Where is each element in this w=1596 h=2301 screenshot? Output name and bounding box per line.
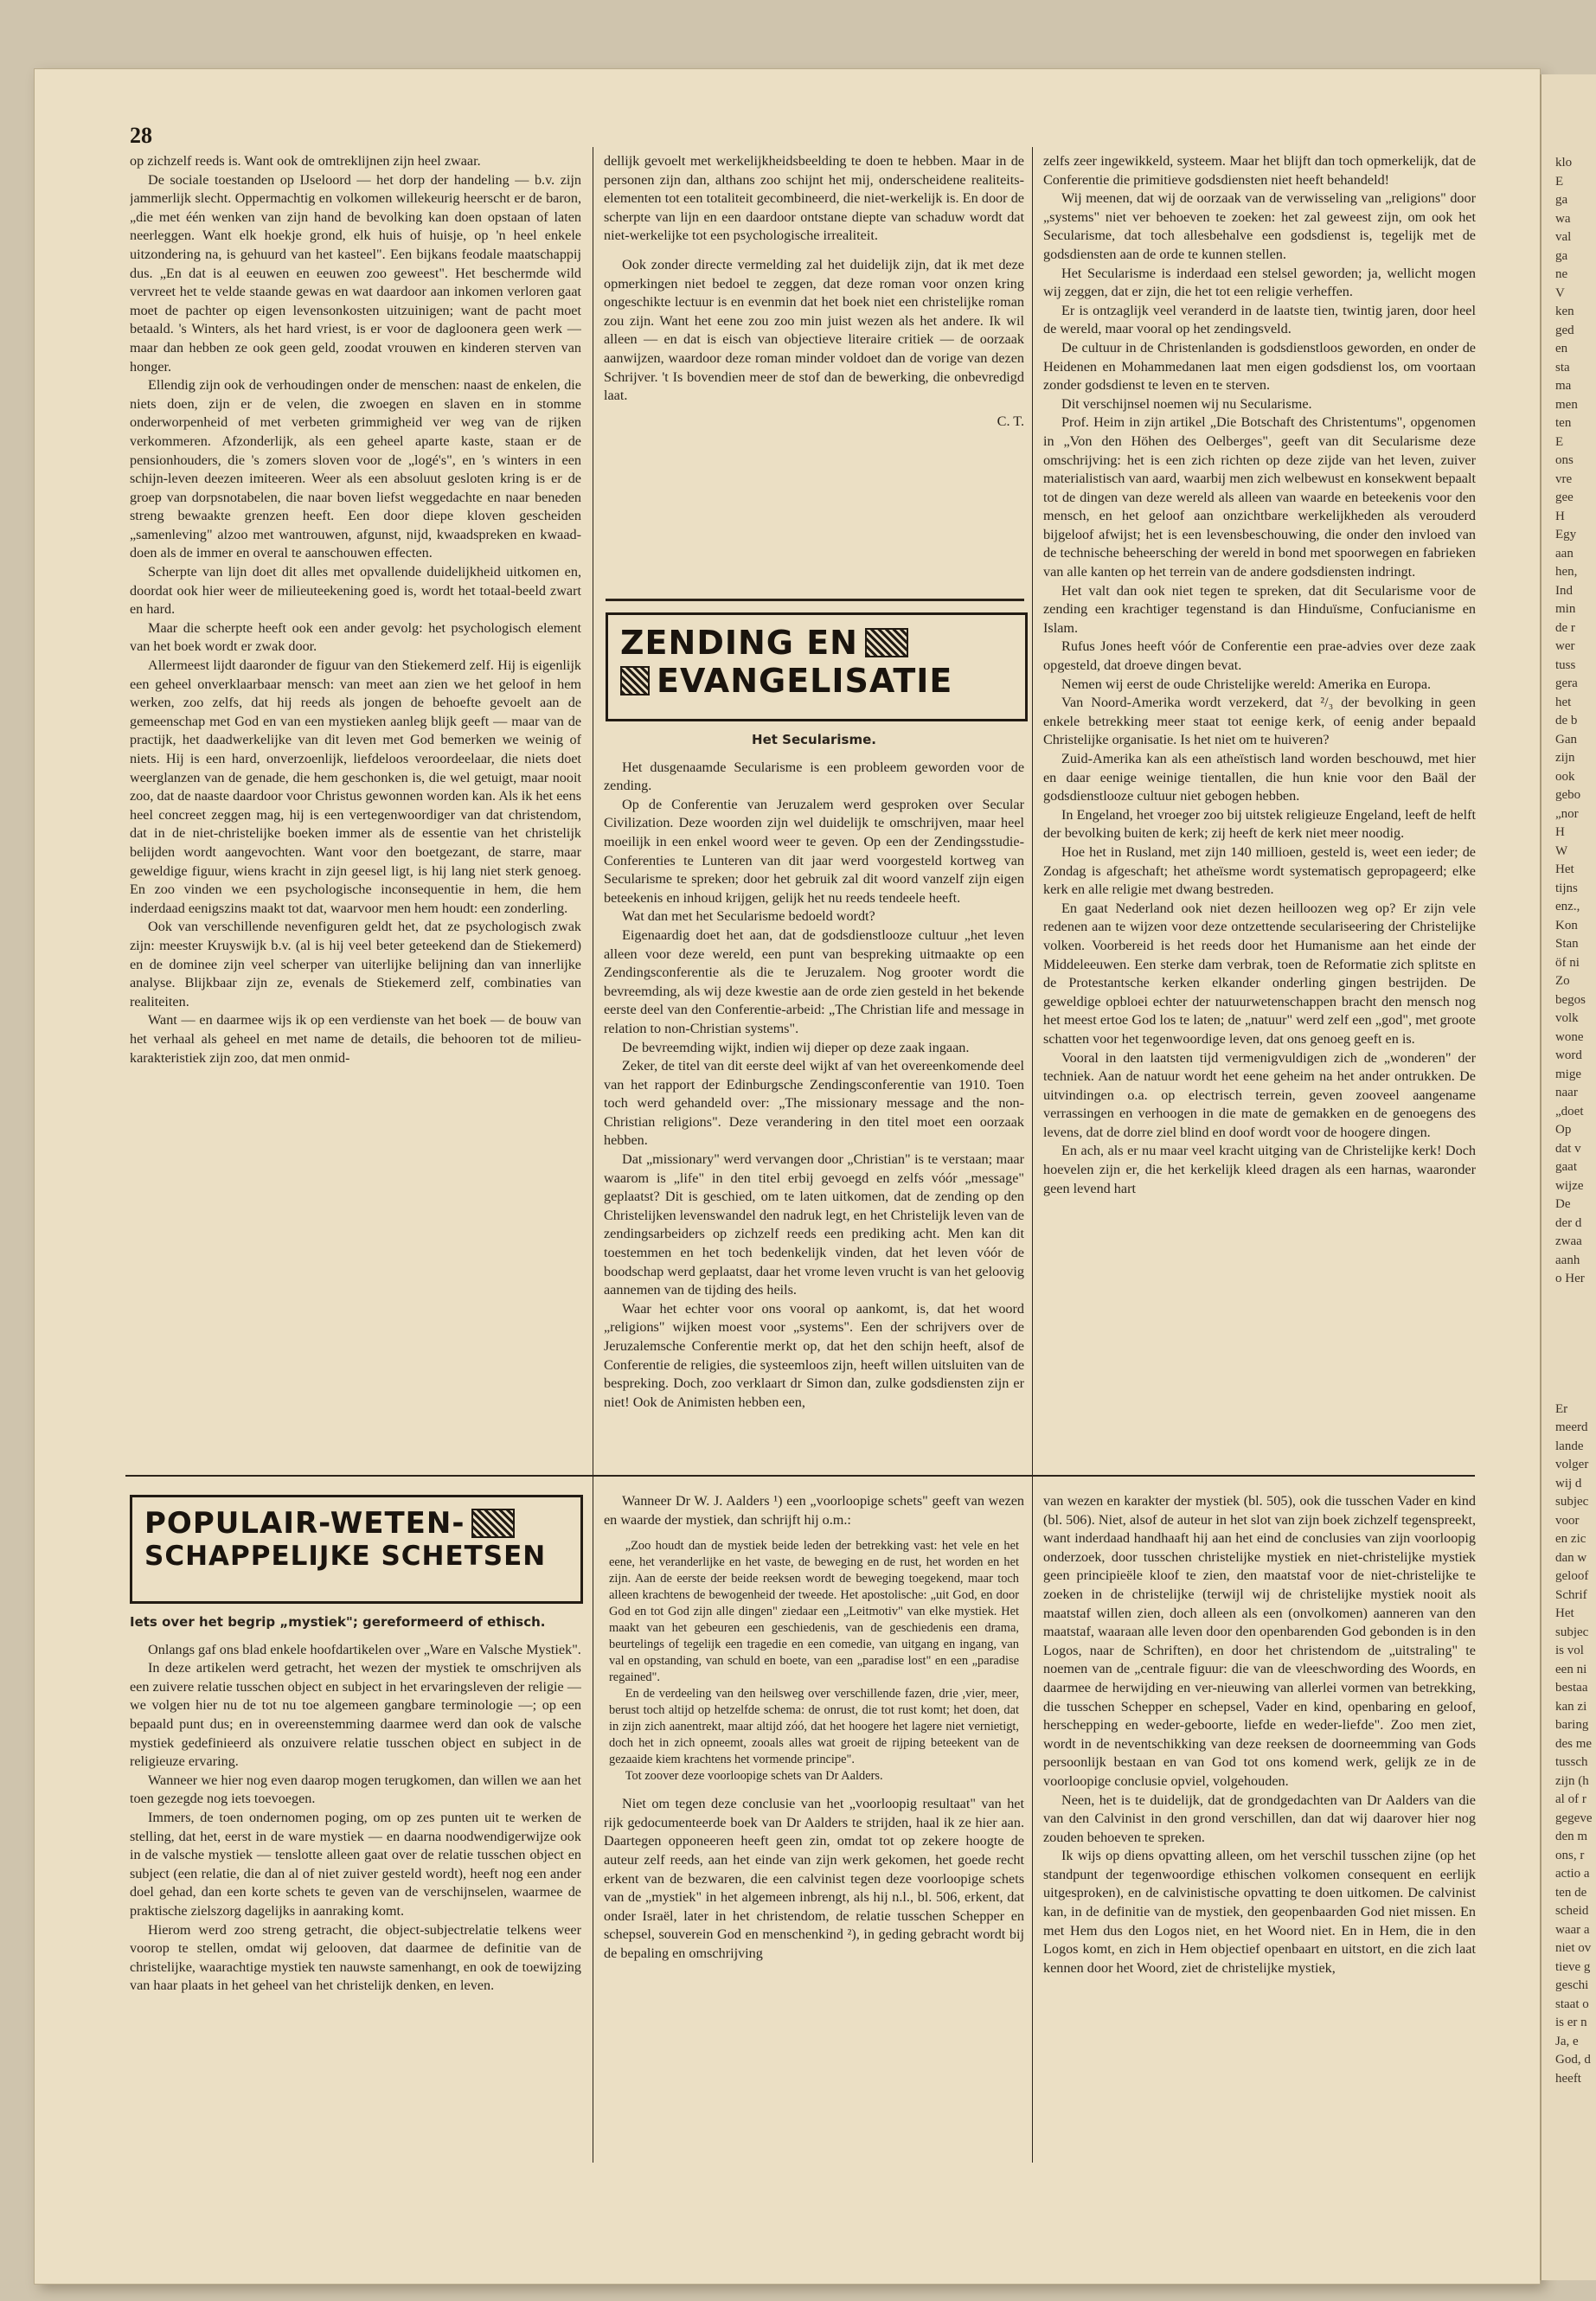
column-2-populair	[604, 1492, 1024, 2158]
fragment-line: volk	[1555, 1011, 1579, 1025]
paragraph: Dat „missionary" werd vervangen door „Christian" is te verstaan; maar waarom is „life" in den titel erbij gevoegd en zelfs vóór „message" geplaatst? Dit is geschied, om te laten uitkomen, dat de zending op den Christelijken levenswandel den nadruk legt, en het Christelijk leven van de zendingsarbeiders op zichzelf reeds een prediking acht. Men kan dit toestemmen en het toch bedenkelijk vinden, dat het leven vóór de boodschap werd geplaatst, daar het vrome leven vrucht is van het geloovig aannemen van de tijding des heils.	[604, 1151, 1024, 1298]
fragment-line: „nor	[1555, 806, 1579, 821]
fragment-line: bestaa	[1555, 1681, 1588, 1695]
fragment-line: enz.,	[1555, 900, 1580, 913]
fragment-line: Op	[1555, 1123, 1572, 1137]
paragraph: Nemen wij eerst de oude Christelijke wereld: Amerika en Europa.	[1061, 676, 1432, 692]
fragment-line: subjec	[1555, 1625, 1589, 1639]
fragment-line: hen,	[1555, 565, 1578, 579]
fragment-line: min	[1555, 602, 1576, 616]
paragraph: Niet om tegen deze conclusie van het „voorloopig resultaat" van het rijk gedocumenteerde boek van Dr Aalders te strijden, haal ik ze hier aan. Daartegen opponeeren heeft geen zin, omdat tot op zekere hoogte de auteur zelf reeds, aan het einde van zijn werk gekomen, het goede recht erkent van de bezwaren, die een calvinist tegen deze voorloopige schets van de „mystiek" in het algemeen inbrengt, als hij n.l., bl. 506, erkent, dat onder Israël, later in het christendom, de relatie tusschen Schepper en schepsel, souverein God en menschenkind ²), in geding gebracht wordt bij de bepaling en omschrijving	[604, 1796, 1024, 1961]
fragment-line: ne	[1555, 267, 1568, 281]
paragraph: Want — en daarmee wijs ik op een verdienste van het boek — de bouw van het verhaal als geheel en met name de details, die behooren tot de milieu-karakteristiek zijn zoo, dat men onmid-	[130, 1012, 581, 1066]
fragment-line: E	[1555, 434, 1564, 449]
fragment-line: des me	[1555, 1736, 1593, 1751]
paragraph: Het dusgenaamde Secularisme is een probleem geworden voor de zending.	[604, 759, 1024, 794]
column-2-review-end	[604, 152, 1024, 602]
next-page-edge	[1540, 74, 1596, 2280]
fragment-line: voor	[1555, 1513, 1580, 1528]
fragment-line: tussch	[1555, 1755, 1588, 1769]
fragment-line: Schrif	[1555, 1587, 1587, 1602]
fragment-line: subjec	[1555, 1495, 1589, 1509]
paragraph: zelfs zeer ingewikkeld, systeem. Maar het blijft dan toch opmerkelijk, dat de Conferentie die primitieve godsdiensten niet heeft behandeld!	[1043, 153, 1476, 188]
populair-masthead	[130, 1495, 583, 1604]
fragment-line: Ind	[1555, 583, 1573, 598]
fragment-line: de r	[1555, 620, 1575, 635]
fragment-line: val	[1555, 230, 1572, 244]
fragment-line: gebo	[1555, 788, 1581, 802]
paragraph: Zeker, de titel van dit eerste deel wijkt af van het overeenkomende deel van het rapport der Edinburgsche Zendingsconferentie van 1910. Toen toch werd gehandeld over: „The missionary message and the non-Christian religions". Deze verandering in den titel moet een oorzaak hebben.	[604, 1058, 1024, 1149]
quote-paragraph: Tot zoover deze voorloopige schets van Dr Aalders.	[625, 1769, 883, 1784]
fragment-line: H	[1555, 509, 1565, 523]
fragment-line: al of r	[1555, 1792, 1586, 1806]
masthead-title-line1: POPULAIR-WETEN-	[144, 1506, 465, 1541]
paragraph: Ook van verschillende nevenfiguren geldt het, dat ze psychologisch zwak zijn: meester Kruyswijk b.v. (al is hij veel beter geteekend dan de Stiekemerd) en de dominee zijn veel scherper van uiterlijke belijning dan van innerlijke analyse. Blijkbaar zijn ze, evenals de Stiekemerd zelf, combinaties van realiteiten.	[130, 919, 581, 1009]
fragment-line: der d	[1555, 1215, 1582, 1230]
fragment-line: wone	[1555, 1029, 1584, 1044]
fragment-line: word	[1555, 1048, 1582, 1062]
fragment-line: gee	[1555, 490, 1574, 504]
fragment-line: scheid	[1555, 1904, 1589, 1918]
fragment-line: gera	[1555, 676, 1578, 690]
quotation	[604, 1538, 1024, 1785]
fragment-line: volger	[1555, 1458, 1589, 1471]
fragment-line: H	[1555, 825, 1565, 839]
fragment-line: heeft	[1555, 2071, 1581, 2086]
paragraph: Onlangs gaf ons blad enkele hoofdartikelen over „Ware en Valsche Mystiek".	[148, 1641, 581, 1657]
fragment-line: een ni	[1555, 1662, 1587, 1676]
fragment-line: Ja, e	[1555, 2034, 1579, 2048]
fragment-line: aanh	[1555, 1253, 1580, 1267]
ornament-icon	[471, 1509, 515, 1538]
fragment-line	[1555, 1381, 1596, 1400]
ornament-icon	[620, 666, 650, 695]
fragment-line: het	[1555, 695, 1572, 709]
column-1-populair	[130, 1605, 581, 2158]
fragment-line: ma	[1555, 379, 1572, 393]
quote-paragraph: En de verdeeling van den heilsweg over verschillende fazen, drie ,vier, meer, berust toch altijd op hetzelfde schema: de onrust, die tot rust komt; het doen, dat in zijn zich aanentrekt, maar altijd zóó, dat het hoogere het lagere niet vernietigt, doch het in zich opneemt, zooals alles wat groeit de rijping beteekent van de gezaaide kiem krachtens het vormende principe".	[609, 1687, 1019, 1767]
paragraph: op zichzelf reeds is. Want ook de omtreklijnen zijn heel zwaar.	[130, 153, 481, 169]
fragment-line: dan w	[1555, 1550, 1587, 1565]
fragment-line: vre	[1555, 471, 1573, 486]
fragment-line: E	[1555, 174, 1564, 189]
fragment-line	[1555, 1326, 1596, 1345]
paragraph: En gaat Nederland ook niet dezen heilloozen weg op? Er zijn vele redenen aan te wijzen voor deze ontzettende seculariseering der Christelijke volken. Voorbereid is het reeds door het Humanisme aan het einde der Middeleeuwen. Een sterke dam verbrak, toen de Reformatie zich splitste en de Protestantsche kerken elkander onderling gingen bestrijden. De geweldige opbloei echter der natuurwetenschappen bracht den mensch nog het meest ertoe God los te laten; de „natuur" werd zelf een „god", met groote schatten voor het tegenwoordige leven, dat ons genoeg geeft en is.	[1043, 900, 1476, 1047]
paragraph: Eigenaardig doet het aan, dat de godsdienstlooze cultuur „het leven alleen voor deze wereld, een punt van bespreking uitmaakte op een Zendingsconferentie als die te Jeruzalem. Nog grooter wordt die bevreemding, als wij deze kwestie aan de orde zien gesteld in het bekende eerste deel van den Conferentie-arbeid: „The Christian life and message in relation to non-Christian systems".	[604, 926, 1024, 1036]
section-divider	[125, 1475, 1475, 1477]
masthead-title-line2: EVANGELISATIE	[657, 662, 953, 700]
newspaper-page	[35, 69, 1540, 2284]
section-subtitle: Het Secularisme.	[752, 732, 876, 747]
paragraph: Zuid-Amerika kan als een atheïstisch land worden beschouwd, met hier en daar eenige weinige tientallen, die hun knie voor den Baäl der godsdienstlooze cultuur niet gebogen hebben.	[1043, 751, 1476, 804]
paragraph: Immers, de toen ondernomen poging, om op zes punten uit te werken de stelling, dat het, eerst in de ware mystiek — en daarna noodwendigerwijze ook in de valsche mystiek — tenslotte alleen gaat over de relatie tusschen object en subject (een relatie, die dan al of niet zuiver gesteld wordt), heeft nog een ander doel gehad, dan een korte schets te geven van de verschijnselen, waarmee de praktische zielszorg dagelijks in aanraking komt.	[130, 1809, 581, 1919]
fragment-line: tuss	[1555, 657, 1576, 672]
fragment-line: ten	[1555, 416, 1572, 430]
fragment-line: wijze	[1555, 1178, 1584, 1193]
fragment-line: ga	[1555, 193, 1568, 207]
fragment-line: Het	[1555, 862, 1574, 876]
page-number: 28	[130, 123, 152, 148]
paragraph: Maar die scherpte heeft ook een ander gevolg: het psychologisch element van het boek wordt er zwak door.	[130, 619, 581, 655]
fragment-line	[1555, 1344, 1596, 1363]
paragraph: Neen, het is te duidelijk, dat de grondgedachten van Dr Aalders van die van den Calvinist in den grond verschillen, dan dat wij daarover hier nog zouden behoeven te spreken.	[1043, 1791, 1476, 1845]
fragment-line: Het	[1555, 1606, 1574, 1620]
fragment-line: zijn	[1555, 751, 1575, 765]
fragment-line: o Her	[1555, 1272, 1585, 1285]
fragment-line: ons	[1555, 453, 1574, 467]
fragment-line: sta	[1555, 360, 1570, 375]
fragment-line: ons, r	[1555, 1848, 1585, 1862]
paragraph: Op de Conferentie van Jeruzalem werd gesproken over Secular Civilization. Deze woorden zijn wel duidelijk te omschrijven, maar heel moeilijk in een enkel woord weer te geven. Op een der Zendingsstudie-Conferenties te Lunteren van dit jaar werd voorgesteld kortweg van Secularisme te spreken; door het gebruik zal dit woord vanzelf zijn eigen beteekenis en inhoud krijgen, gelijk het nu reeds tendeele heeft.	[604, 796, 1024, 906]
paragraph: Het Secularisme is inderdaad een stelsel geworden; ja, wellicht mogen wij zeggen, dat er zijn, die het tot een religie verheffen.	[1043, 265, 1476, 300]
fragment-line: ged	[1555, 323, 1574, 337]
fragment-line: V	[1555, 285, 1565, 300]
zending-masthead	[606, 612, 1028, 721]
masthead-title-line2: SCHAPPELIJKE SCHETSEN	[144, 1541, 547, 1572]
paragraph: Er is ontzaglijk veel veranderd in de laatste tien, twintig jaren, door heel de wereld, maar vooral op het zendingsveld.	[1043, 302, 1476, 337]
fragment-line: öf ni	[1555, 955, 1580, 970]
fragment-line: God, d	[1555, 2053, 1591, 2067]
fragment-line	[1555, 1289, 1596, 1308]
quote-paragraph: „Zoo houdt dan de mystiek beide leden der betrekking vast: het vele en het eene, het veranderlijke en het vaste, de beweging en de rust, het worden en het zijn. Aan de eerste der beide reeksen wordt de beweging toegekend, maar toch alleen krachtens de bewogenheid der tweede. Het apostolische: „uit God, en door God en tot God zijn alle dingen" ziedaar een „Leitmotiv" van elke mystiek. Het maakt van het gebeuren een geschiedenis, van de geschiedenis een drama, beurtelings of tegelijk een tragedie en een comedie, van uitgang en ingang, van val en opstanding, van schuld en boete, van een „paradise lost" en een „paradise regained".	[609, 1539, 1019, 1685]
next-page-fragment	[1542, 74, 1596, 2088]
fragment-line: Er	[1555, 1401, 1568, 1416]
paragraph: De sociale toestanden op IJseloord — het dorp der handeling — b.v. zijn jammerlijk slecht. Oppermachtig en volkomen willekeurig heerscht er de baron, „die met één wenken van zijn hand de bevolking kan doen opstaan of laten neerleggen. Want elk hoekje grond, elk huis of huisje, op 'n heel enkele uitzondering na, is gehuurd van het kasteel". Een bijkans feodale maatschappij dus. „En dat is al eeuwen en eeuwen zoo geweest". Het beschermde wild vervreet het te velde staande gewas en wat daardoor aan inkomen verloren gaat moet de pachter op eigen levensonkosten uitzuinigen; want de pacht moet betaald. 's Winters, als het hard vriest, is er voor de dagloonera geen werk — maar dan hebben ze ook geen geld, zoodat vrouwen en kinderen sterven van honger.	[130, 171, 581, 375]
fragment-line: staat o	[1555, 1997, 1589, 2011]
fragment-line: Egy	[1555, 528, 1577, 542]
fragment-line: waar a	[1555, 1922, 1590, 1937]
fragment-line: ga	[1555, 248, 1568, 263]
column-2-zending	[604, 722, 1024, 1466]
fragment-line: Gan	[1555, 732, 1577, 747]
paragraph: Het valt dan ook niet tegen te spreken, dat dit Secularisme voor de zending een krachtiger tegenstand is dan Hinduïsme, Confucianisme en Islam.	[1043, 582, 1476, 636]
fragment-line: en	[1555, 342, 1568, 356]
fragment-line: is er n	[1555, 2016, 1587, 2029]
fragment-line: tieve g	[1555, 1959, 1591, 1974]
fragment-line: is vol	[1555, 1644, 1584, 1657]
fragment-line: kan zi	[1555, 1699, 1587, 1714]
fragment-line: zwaa	[1555, 1234, 1582, 1248]
fragment-line: ten de	[1555, 1885, 1587, 1900]
fragment-line: den m	[1555, 1830, 1588, 1843]
fragment-line: en zic	[1555, 1532, 1586, 1546]
paragraph: Rufus Jones heeft vóór de Conferentie een prae-advies over deze zaak opgesteld, dat droeve dingen bevat.	[1043, 638, 1476, 674]
paragraph: Waar het echter voor ons vooral op aankomt, is, dat het woord „religions" wijken moest voor „systems". Een der schrijvers over de Jeruzalemsche Conferentie merkt op, dat het den schijn heeft, alsof de Conferentie de religies, die systeemloos zijn, heeft willen uitsluiten van de bespreking. Doch, zoo verklaart dr Simon dan, zulke godsdiensten zijn er niet! Ook de Animisten hebben een,	[604, 1300, 1024, 1410]
paragraph: Ellendig zijn ook de verhoudingen onder de menschen: naast de enkelen, die niets doen, zijn er de velen, die zwoegen en slaven en in stomme onderworpenheid of met verbeten grimmigheid ver weg van de rijken verkommeren. Afzonderlijk, als een geheel aparte kaste, staan er de pensionhouders, die 's zomers sloven voor de „logé's", en 's winters in een schijn-leven deezen imiteeren. Weer als een absoluut gesloten kring is er de groep van dorpsnotabelen, die naar boven liefst weggedachte en naar beneden streng bewaakte grenzen heeft. Een door diepe kloven gescheiden „samenleving" alzoo met wantrouwen, afgunst, nijd, kwaadspreken en kwaad-doen als de immer en overal te aanschouwen effecten.	[130, 377, 581, 561]
paragraph: Scherpte van lijn doet dit alles met opvallende duidelijkheid uitkomen en, doordat ook hier weer de milieuteekening goed is, wordt het totaal-beeld zwart en hard.	[130, 564, 581, 618]
fragment-line: klo	[1555, 156, 1573, 170]
fragment-line: Kon	[1555, 918, 1578, 933]
fragment-line: actio a	[1555, 1867, 1590, 1881]
fragment-line: lande	[1555, 1439, 1584, 1453]
paragraph: In deze artikelen werd getracht, het wezen der mystiek te omschrijven als een zuivere relatie tusschen object en subject in het ervaringsleven der religie — we volgen hier nu de tot nu toe algemeen gangbare terminologie —; op een bepaald punt dus; en in overeenstemming daarmee werd dan ook de valsche mystiek gedefinieerd als onzuivere relatie tusschen object en subject in de religieuze ervaring.	[130, 1660, 581, 1770]
fragment-line: Zo	[1555, 974, 1570, 988]
paragraph: In Engeland, het vroeger zoo bij uitstek religieuze Engeland, leeft de helft der bevolking buiten de kerk; zij heeft de kerk niet meer noodig.	[1043, 806, 1476, 842]
paragraph: Wanneer we hier nog even daarop mogen terugkomen, dan willen we aan het toen gezegde nog iets toevoegen.	[130, 1772, 581, 1807]
fragment-line	[1555, 1363, 1596, 1382]
paragraph: Allermeest lijdt daaronder de figuur van den Stiekemerd zelf. Hij is eigenlijk een geheel onverklaarbaar mensch: van meet aan zien we het geloof in hem werken, zoo zelfs, dat hij reeds als jongen de behoefte gevoelt aan de gemeenschap met God en van een mystieken aanleg blijk geeft — maar van de practijk, het daadwerkelijke van dit leven met God bemerken we weinig of niets. Hij is een hard, onverzoenlijk, liefdeloos veroordeelaar, die niets doet weerglanzen van de genade, die hem geschonken is, die wel getuigt, maar nooit zoo, dat de naaste daardoor voor Christus gewonnen worden kan. Als ik het eens heel concreet zeggen mag, hij is een vertegenwoordiger van dat christendom, dat in de niet-christelijke boeken immer als de essentie van het christelijk belijden wordt aangevochten. Want voor den boetgezant, de starre, maar geweldige figuur, wiens kracht in zijn geesel ligt, is hij lang niet sterk genoeg. En zoo vinden we een psychologische inconsequentie in hem, die hem inderdaad eenigszins maakt tot dat, waarvoor men hem houdt: een zonderling.	[130, 657, 581, 916]
paragraph: Van Noord-Amerika wordt verzekerd, dat ²/₃ der bevolking in geen enkele betrekking meer staat tot eenige kerk, of eenig ander bepaald Christelijke organisatie. Is het niet om te huiveren?	[1043, 695, 1476, 748]
fragment-line: W	[1555, 843, 1568, 858]
fragment-line: De	[1555, 1197, 1571, 1211]
fragment-line: begos	[1555, 992, 1586, 1007]
paragraph: Wat dan met het Secularisme bedoeld wordt?	[622, 908, 875, 925]
paragraph: Ook zonder directe vermelding zal het duidelijk zijn, dat ik met deze opmerkingen niet bedoel te zeggen, dat deze roman voor onzen kring ongeschikte lectuur is en evenmin dat het boek niet een christelijke roman zou zijn. Want het eene zou zoo min juist wezen als het andere. Ik wil alleen — en dat is eisch van objectieve literaire critiek — de oorzaak aanwijzen, waardoor deze roman minder voldoet dan de vorige van dezen Schrijver. 't Is bovendien meer de stof dan de bewerking, die onbevredigd laat.	[604, 256, 1024, 404]
fragment-line: niet ov	[1555, 1941, 1592, 1955]
paragraph: Ik wijs op diens opvatting alleen, om het verschil tusschen zijne (op het standpunt der tegenwoordige ethischen volkomen consequent en eerlijk uitgesproken), en de calvinistische opvatting te doen uitkomen. De calvinist kan, in de definitie van de mystiek, den geopenbaarden God niet missen. En met Hem dus den Logos niet, en het Woord niet. En in Hem, die in den Logos komt, en zich in Hem objectief openbaart en uitstort, en die zich laat kennen door het Woord, ziet de christelijke mystiek,	[1043, 1848, 1476, 1976]
fragment-line	[1555, 1307, 1596, 1326]
fragment-line: ken	[1555, 304, 1574, 318]
fragment-line: tijns	[1555, 881, 1578, 895]
fragment-line: wij d	[1555, 1476, 1582, 1490]
paragraph: Hoe het in Rusland, met zijn 140 millioen, gesteld is, weet een ieder; de Zondag is afgeschaft; het atheïsme wordt systematisch gepropageerd; elke kerk en alle religie met dwang bestreden.	[1043, 843, 1476, 898]
fragment-line: wer	[1555, 639, 1575, 653]
fragment-line: men	[1555, 397, 1578, 412]
column-3-populair	[1043, 1492, 1476, 2158]
paragraph: Dit verschijnsel noemen wij nu Secularisme.	[1061, 395, 1312, 412]
author-signature: C. T.	[997, 413, 1024, 429]
paragraph: dellijk gevoelt met werkelijkheidsbeelding te doen te hebben. Maar in de personen zijn dan, althans zoo schijnt het mij, onderscheidene realiteits-elementen tot een totaliteit gecombineerd, die niet-werkelijk is. En door de scherpte van lijn en een daardoor ontstane diepte van schaduw wordt dat niet-werkelijke tot een psychologische irrealiteit.	[604, 153, 1024, 244]
fragment-line: baring	[1555, 1718, 1589, 1732]
paragraph: De bevreemding wijkt, indien wij dieper op deze zaak ingaan.	[622, 1039, 970, 1055]
paragraph: Hierom werd zoo streng getracht, die object-subjectrelatie telkens weer voorop te stellen, omdat wij gelooven, dat daarmee de definitie van de christelijke, waarachtige mystiek ten nauwste samenhangt, en ook de toewijzing van haar plaats in het geheel van het christelijk denken, en leven.	[130, 1921, 581, 1994]
masthead-title-line1: ZENDING EN	[620, 624, 858, 662]
fragment-line: zijn (h	[1555, 1773, 1589, 1788]
fragment-line: geschi	[1555, 1978, 1589, 1992]
paragraph: van wezen en karakter der mystiek (bl. 505), ook die tusschen Vader en kind (bl. 506). Niet, alsof de auteur in het slot van zijn boek zichzelf tegenspreekt, want inderdaad handhaaft hij aan het eind de conclusies van zijn voorloopig onderzoek, door tusschen christelijke mystiek en niet-christelijke mystiek geen principieële kloof te zien, den maatstaf voor de niet-christelijke te zoeken in de christelijke (terwijl wij de christelijke mystiek nooit als maatstaf willen zien, doch alleen als een (onvolkomen) aanneren van den maatstaf, waaraan alle leven door den openbarenden God gebonden is in den Logos, naar de Schriften), en door het christendom de „uitstraling" te noemen van de „centrale figuur: die van de vleeschwording des Woords, en daarmee de herwijding en ver-nieuwing van allerlei vormen van betrekking, die tusschen Schepper en schepsel, Vader en kind, openbaring en geloof, herschepping en weder-geboorte, liefde en weder-liefde". Zoo men ziet, wordt in de neventschikking van deze reeksen de doorneemming van Gods persoonlijk bestaan en van God tot ons komend werk, gelijk ze in de voorloopige conclusie opviel, volgehouden.	[1043, 1493, 1476, 1789]
paragraph: Vooral in den laatsten tijd vermenigvuldigen zich de „wonderen" der techniek. Aan de natuur wordt het eene geheim na het ander ontrukken. De uitvindingen o.a. op electrisch terrein, geven zooveel aangename verrassingen en verhoogen in die mate de gemakken en de genoegens des levens, dat de dorre ziel blind en doof wordt voor de hoogere dingen.	[1043, 1049, 1476, 1140]
column-3-zending	[1043, 152, 1476, 1467]
fragment-line: geloof	[1555, 1569, 1589, 1583]
fragment-line: dat v	[1555, 1141, 1581, 1156]
section-subtitle: Iets over het begrip „mystiek"; gereformeerd of ethisch.	[130, 1614, 546, 1630]
fragment-line: naar	[1555, 1086, 1578, 1099]
masthead-rule	[606, 599, 1024, 601]
column-divider	[1032, 147, 1033, 2163]
fragment-line: aan	[1555, 546, 1574, 561]
fragment-line: „doet	[1555, 1104, 1584, 1118]
column-1-article	[130, 152, 581, 1467]
paragraph: De cultuur in de Christenlanden is godsdienstloos geworden, en onder de Heidenen en Mohammedanen laat men eigen godsdienst los, om voortaan zonder godsdienst te leven en te sterven.	[1043, 339, 1476, 394]
ornament-icon	[865, 628, 908, 657]
paragraph: Prof. Heim in zijn artikel „Die Botschaft des Christentums", opgenomen in „Von den Höhen des Oelberges", geeft van dit Secularisme deze omschrijving: het is een zich richten op deze zijde van het leven, zuiver materialistisch van aard, waarbij men zich welbewust en konsekwent bepaalt tot de dingen van deze wereld als alleen van waarde en beteekenis voor den mensch, en het geloof aan onzichtbare werkelijkheden als verouderd bijgeloof afwijst; het is een levensbeschouwing, die onder den invloed van de technische beheersching der wereld in bond met spoorwegen en fabrieken van alle kanten op het terrein van de andere godsdiensten indringt.	[1043, 414, 1476, 580]
fragment-line: gaat	[1555, 1160, 1577, 1174]
fragment-line: ook	[1555, 769, 1575, 784]
fragment-line: wa	[1555, 211, 1571, 226]
paragraph: En ach, als er nu maar veel kracht uitging van de Christelijke kerk! Doch hoevelen zijn er, die het kerkelijk kleed dragen als een harnas, waaronder geen levend hart	[1043, 1143, 1476, 1196]
fragment-line: de b	[1555, 714, 1578, 727]
fragment-line: Stan	[1555, 937, 1579, 951]
fragment-line: gegeve	[1555, 1811, 1593, 1825]
fragment-line: meerd	[1555, 1420, 1588, 1434]
fragment-line: mige	[1555, 1067, 1581, 1081]
paragraph: Wanneer Dr W. J. Aalders ¹) een „voorloopige schets" geeft van wezen en waarde der mystiek, dan schrijft hij o.m.:	[604, 1493, 1024, 1528]
paragraph: Wij meenen, dat wij de oorzaak van de verwisseling van „religions" door „systems" niet ver behoeven te zoeken: het zal geweest zijn, om ook het Secularisme, dat toch allesbehalve een godsdienst is, tegelijk met de godsdiensten aan de orde te kunnen stellen.	[1043, 190, 1476, 262]
